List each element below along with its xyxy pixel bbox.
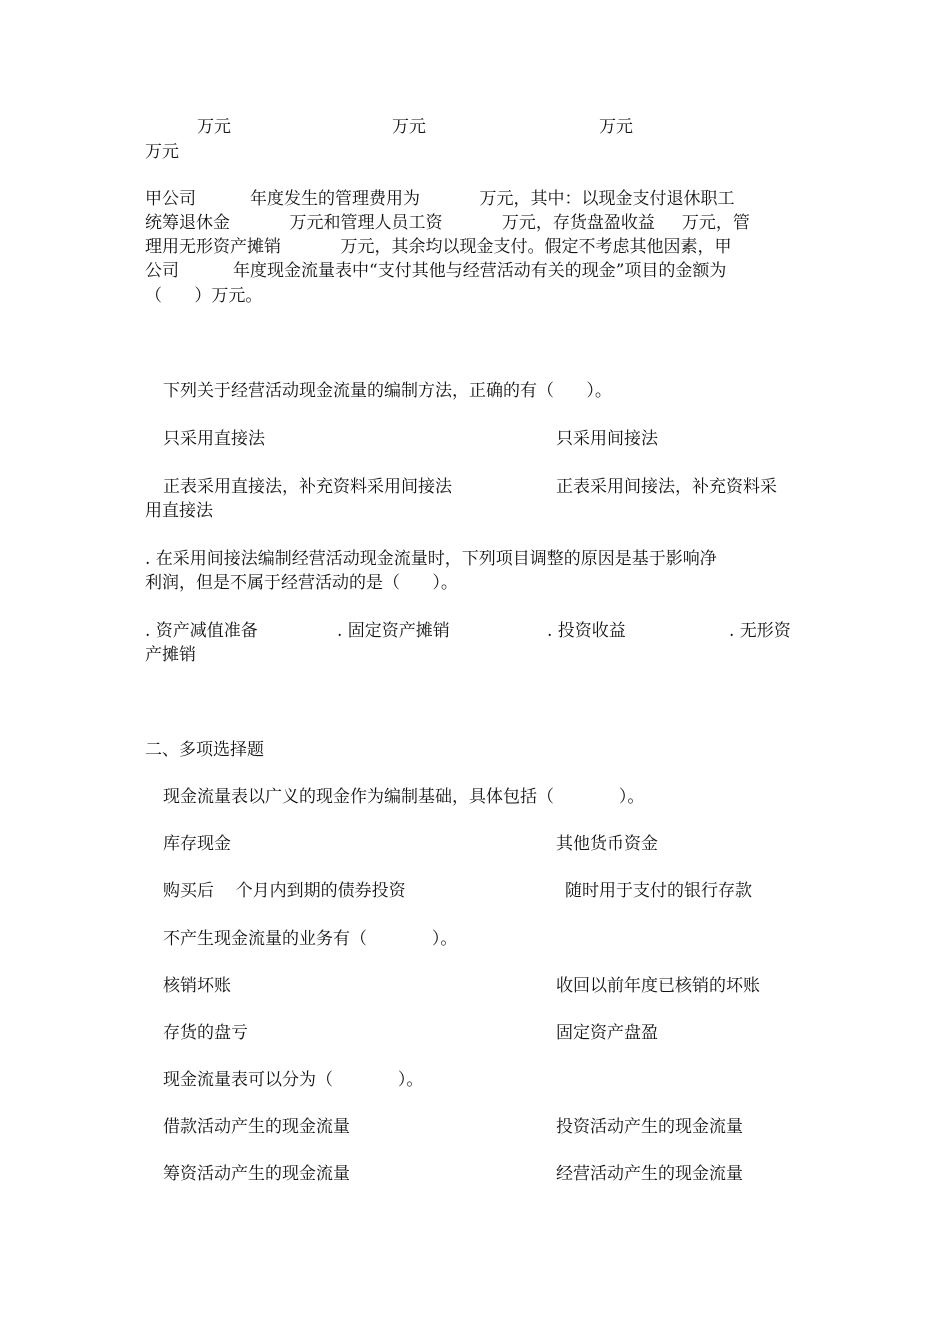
option-b: 其他货币资金	[556, 834, 658, 854]
question-text: . 在采用间接法编制经营活动现金流量时，下列项目调整的原因是基于影响净	[145, 549, 717, 569]
option-b: . 固定资产摊销	[337, 621, 450, 641]
question-text: （ ）万元。	[145, 286, 263, 306]
question-text: 现金流量表以广义的现金作为编制基础，具体包括（ ）。	[163, 787, 645, 807]
option-c: 筹资活动产生的现金流量	[163, 1164, 350, 1184]
question-text: 不产生现金流量的业务有（ ）。	[163, 929, 458, 949]
option-a: . 资产减值准备	[145, 621, 258, 641]
option-d: . 无形资	[729, 621, 791, 641]
option-a: 只采用直接法	[163, 429, 265, 449]
option-b: 收回以前年度已核销的坏账	[556, 976, 760, 996]
option-b: 投资活动产生的现金流量	[556, 1117, 743, 1137]
option-d: 正表采用间接法，补充资料采	[556, 477, 777, 497]
option-c: . 投资收益	[547, 621, 626, 641]
question-text: 公司 年度现金流量表中“支付其他与经营活动有关的现金”项目的金额为	[145, 261, 727, 281]
option-d: 随时用于支付的银行存款	[565, 881, 752, 901]
question-text: 现金流量表可以分为（ ）。	[163, 1070, 424, 1090]
option-d-continued: 用直接法	[145, 501, 213, 521]
section-heading: 二、多项选择题	[145, 740, 264, 760]
option-c: 购买后 个月内到期的债券投资	[163, 881, 406, 901]
option-d-continued: 产摊销	[145, 645, 196, 665]
question-text: 甲公司 年度发生的管理费用为 万元，其中：以现金支付退休职工	[145, 189, 735, 209]
option-a: 核销坏账	[163, 976, 231, 996]
unit-label-4: 万元	[145, 142, 179, 162]
unit-label-1: 万元	[197, 117, 231, 137]
option-b: 只采用间接法	[556, 429, 658, 449]
question-text: 下列关于经营活动现金流量的编制方法，正确的有（ ）。	[163, 381, 612, 401]
option-d: 经营活动产生的现金流量	[556, 1164, 743, 1184]
option-c: 正表采用直接法，补充资料采用间接法	[163, 477, 452, 497]
option-d: 固定资产盘盈	[556, 1023, 658, 1043]
option-a: 库存现金	[163, 834, 231, 854]
unit-label-2: 万元	[392, 117, 426, 137]
question-text: 利润，但是不属于经营活动的是（ ）。	[145, 573, 458, 593]
option-a: 借款活动产生的现金流量	[163, 1117, 350, 1137]
unit-label-3: 万元	[599, 117, 633, 137]
question-text: 统筹退休金 万元和管理人员工资 万元，存货盘盈收益 万元，管	[145, 213, 750, 233]
question-text: 理用无形资产摊销 万元，其余均以现金支付。假定不考虑其他因素，甲	[145, 237, 732, 257]
option-c: 存货的盘亏	[163, 1023, 248, 1043]
